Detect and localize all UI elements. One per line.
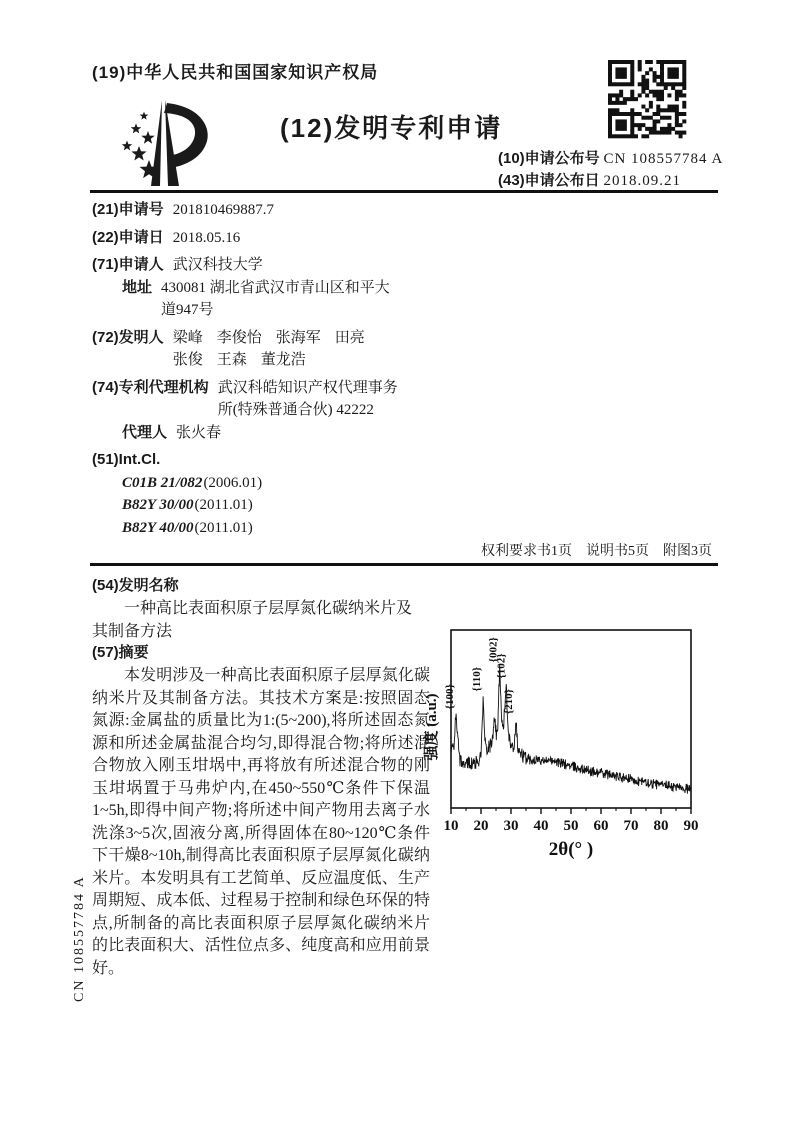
xrd-curve — [451, 665, 691, 794]
application-date-label: (22)申请日 — [92, 228, 164, 246]
invention-title-section — [92, 574, 438, 643]
application-date-value: 2018.05.16 — [172, 229, 241, 246]
document-type: (12)发明专利申请 — [280, 113, 503, 143]
applicant-value: 武汉科技大学 — [172, 257, 263, 273]
inventors-list — [173, 327, 387, 372]
inventor-name: 梁峰 — [172, 329, 203, 346]
abstract-section — [92, 641, 438, 980]
address-label: 地址 — [122, 278, 153, 296]
peak-label: {100} — [444, 684, 457, 710]
publication-date-label: (43)申请公布日 — [498, 172, 600, 189]
publication-number-label: (10)申请公布号 — [498, 150, 600, 167]
svg-text:70: 70 — [623, 818, 639, 834]
int-cl-entry — [92, 472, 452, 495]
svg-text:60: 60 — [593, 818, 609, 834]
int-cl-version: (2011.01) — [194, 497, 253, 513]
svg-text:30: 30 — [503, 818, 519, 834]
inventors-label: (72)发明人 — [92, 328, 164, 346]
inventor-name: 田亮 — [334, 329, 365, 346]
peak-label: {110} — [471, 666, 484, 692]
peak-label: {102} — [495, 653, 508, 679]
invention-title: 一种高比表面积原子层厚氮化碳纳米片及其制备方法 — [92, 600, 413, 640]
int-cl-entry — [92, 494, 452, 517]
bibliographic-section — [92, 199, 452, 539]
publication-date — [498, 169, 681, 190]
int-cl-entry — [92, 517, 452, 540]
invention-title-label: (54)发明名称 — [92, 577, 179, 594]
address-value: 430081 湖北省武汉市青山区和平大道947号 — [161, 279, 390, 318]
applicant-label: (71)申请人 — [92, 256, 164, 273]
application-date-row — [92, 227, 452, 250]
applicant-row — [92, 254, 452, 277]
cnipa-logo — [110, 96, 228, 194]
logo-star — [141, 131, 154, 144]
peak-label: {002} — [487, 637, 500, 663]
xrd-chart — [426, 620, 718, 876]
svg-text:10: 10 — [443, 818, 459, 834]
svg-text:40: 40 — [533, 818, 549, 834]
int-cl-code: C01B 21/082 — [122, 474, 203, 491]
inventor-name: 李俊怡 — [216, 329, 262, 346]
abstract-text: 本发明涉及一种高比表面积原子层厚氮化碳纳米片及其制备方法。其技术方案是:按照固态氮源:金属盐的质量比为1:(5~200),将所述固态氮源和所述金属盐混合均匀,即得混合物;将所述混合物放入刚玉坩埚中,再将放有所述混合物的刚玉坩埚置于马弗炉内,在450~550℃条件下保温1~5h,即得中间产物;将所述中间产物用去离子水洗涤3~5次,固液分离,所得固体在80~120℃条件下干燥8~10h,制得高比表面积原子层厚氮化碳纳米片。本发明具有工艺简单、反应温度低、生产周期短、成本低、过程易于控制和绿色环保的特点,所制备的高比表面积原子层厚氮化碳纳米片的比表面积大、活性位点多、纯度高和应用前景好。 — [92, 667, 430, 977]
qr-code — [608, 60, 686, 138]
publication-date-value: 2018.09.21 — [603, 173, 681, 189]
x-axis-label: 2θ(° ) — [548, 839, 594, 860]
int-cl-version: (2006.01) — [203, 474, 263, 491]
agent-value: 张火春 — [176, 424, 222, 441]
publication-number-value: CN 108557784 A — [603, 151, 724, 167]
agency-row — [92, 377, 452, 422]
application-number-value: 201810469887.7 — [172, 202, 274, 218]
peak-label: {210} — [502, 688, 515, 715]
agency-value: 武汉科皓知识产权代理事务所(特殊普通合伙) 42222 — [217, 379, 398, 418]
application-number-label: (21)申请号 — [92, 201, 164, 218]
logo-star — [122, 141, 132, 151]
inventor-name: 张海军 — [275, 329, 321, 346]
issuing-office: (19)中华人民共和国国家知识产权局 — [92, 63, 379, 82]
int-cl-row — [92, 449, 452, 472]
logo-star — [131, 146, 146, 161]
side-publication-code: CN 108557784 A — [72, 875, 87, 1002]
svg-text:20: 20 — [473, 818, 489, 834]
agent-label: 代理人 — [122, 423, 168, 441]
int-cl-label: (51)Int.Cl. — [92, 451, 161, 468]
svg-text:50: 50 — [563, 818, 579, 834]
agency-label: (74)专利代理机构 — [92, 378, 209, 396]
inventors-row — [92, 327, 452, 372]
address-row — [92, 277, 452, 322]
inventor-name: 董龙浩 — [260, 352, 306, 368]
section-divider — [90, 563, 718, 566]
svg-text:80: 80 — [653, 818, 669, 834]
inventor-name: 张俊 — [172, 352, 203, 368]
inventor-name: 王森 — [216, 352, 247, 368]
header-divider — [90, 190, 718, 193]
publication-number — [498, 147, 723, 168]
int-cl-code: B82Y 40/00 — [122, 519, 194, 536]
abstract-label: (57)摘要 — [92, 644, 149, 661]
application-number-row — [92, 199, 452, 222]
y-axis-label: 强度 (a.u.) — [424, 693, 440, 761]
pages-info: 权利要求书1页 说明书5页 附图3页 — [481, 544, 712, 559]
agent-row — [92, 422, 452, 445]
int-cl-version: (2011.01) — [194, 519, 253, 536]
svg-text:90: 90 — [683, 818, 699, 834]
logo-star — [140, 112, 149, 120]
logo-star — [131, 124, 141, 134]
int-cl-code: B82Y 30/00 — [122, 497, 194, 513]
